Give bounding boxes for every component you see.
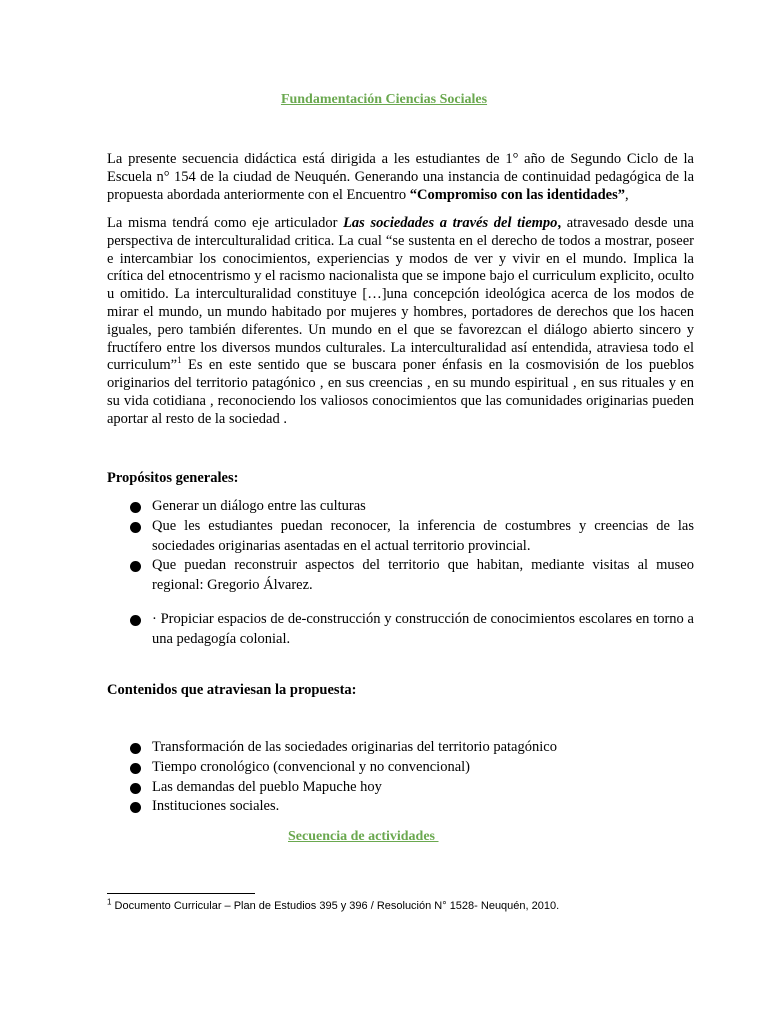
list-item (130, 556, 694, 596)
intro-paragraph (107, 151, 694, 204)
bullet-icon (130, 522, 141, 533)
list-item (130, 778, 694, 798)
footnote-text: Documento Curricular – Plan de Estudios 395 y 396 / Resolución N° 1528- Neuquén, 2010. (111, 900, 560, 912)
contenidos-list (130, 738, 694, 817)
propositos-list (130, 497, 694, 596)
list-item-text: Transformación de las sociedades originarias del territorio patagónico (152, 739, 557, 755)
bullet-icon (130, 561, 141, 572)
axis-paragraph (107, 215, 694, 429)
propositos-list-continued (130, 610, 694, 650)
footnote-number: 1 (107, 897, 112, 907)
axis-text: atravesado desde una perspectiva de interculturalidad critica. La cual “se sustenta en el derecho de todos a mostrar, poseer e intercambiar los conocimientos, experiencias y modos de ver y vivir en el mundo. Implica la crítica del etnocentrismo y el racismo nacionalista que se impone bajo el curriculum explicito, oculto u omitido. La interculturalidad constituye […]una concepción ideológica acerca de los modos de mirar el mundo, un mundo habitado por mujeres y hombres, portadores de derechos que los hacen iguales, pero también diferentes. Un mundo en el que se favorezcan el diálogo abierto sincero y fructífero entre los diversos mundos culturales. La interculturalidad así entendida, atraviesa todo el curriculum” (107, 215, 694, 374)
intro-end: , (625, 186, 629, 203)
secuencia-title: Secuencia de actividades (288, 829, 439, 844)
encounter-name: “Compromiso con las identidades” (409, 186, 626, 203)
contenidos-heading: Contenidos que atraviesan la propuesta: (107, 682, 357, 698)
bullet-icon (130, 763, 141, 774)
list-item (130, 497, 694, 517)
list-item-text: Que puedan reconstruir aspectos del territorio que habitan, mediante visitas al museo regional: Gregorio Álvarez. (152, 557, 694, 594)
axis-text-after: Es en este sentido que se buscara poner énfasis en la cosmovisión de los pueblos originarios del territorio patagónico , en sus creencias , en su mundo espiritual , en sus rituales y en su vida cotidiana , reconociendo los valiosos conocimientos que las comunidades originarias pueden aportar al resto de la sociedad . (107, 357, 694, 427)
list-item-text: Instituciones sociales. (152, 798, 280, 815)
footnote-divider (107, 893, 255, 894)
axis-emphasis: Las sociedades a través del tiempo (343, 215, 558, 231)
list-item (130, 610, 694, 650)
footnote-ref[interactable]: 1 (177, 355, 182, 366)
bullet-icon (130, 783, 141, 794)
bullet-icon (130, 743, 141, 754)
list-item-text: Las demandas del pueblo Mapuche hoy (152, 778, 382, 795)
bullet-icon (130, 615, 141, 626)
list-item-text: · Propiciar espacios de de-construcción y construcción de conocimientos escolares en torno a una pedagogía colonial. (152, 611, 694, 647)
list-item-text: Que les estudiantes puedan reconocer, la inferencia de costumbres y creencias de las sociedades originarias asentadas en el actual territorio provincial. (152, 517, 694, 554)
axis-comma: , (557, 215, 562, 231)
list-item-text: Generar un diálogo entre las culturas (152, 498, 366, 514)
list-item (130, 758, 694, 778)
axis-intro: La misma tendrá como eje articulador (107, 215, 344, 231)
list-item (130, 797, 694, 817)
intro-text: La presente secuencia didáctica está dirigida a les estudiantes de 1° año de Segundo Ciclo de la Escuela n° 154 de la ciudad de Neuquén. Generando una instancia de continuidad pedagógica de la propuesta abordada anteriormente con el Encuentro (107, 151, 694, 203)
bullet-icon (130, 802, 141, 813)
list-item-text: Tiempo cronológico (convencional y no convencional) (152, 758, 470, 775)
propositos-heading: Propósitos generales: (107, 470, 239, 486)
list-item (130, 517, 694, 557)
list-item (130, 738, 694, 758)
footnote (107, 899, 559, 913)
bullet-icon (130, 502, 141, 513)
page-title: Fundamentación Ciencias Sociales (280, 92, 488, 107)
